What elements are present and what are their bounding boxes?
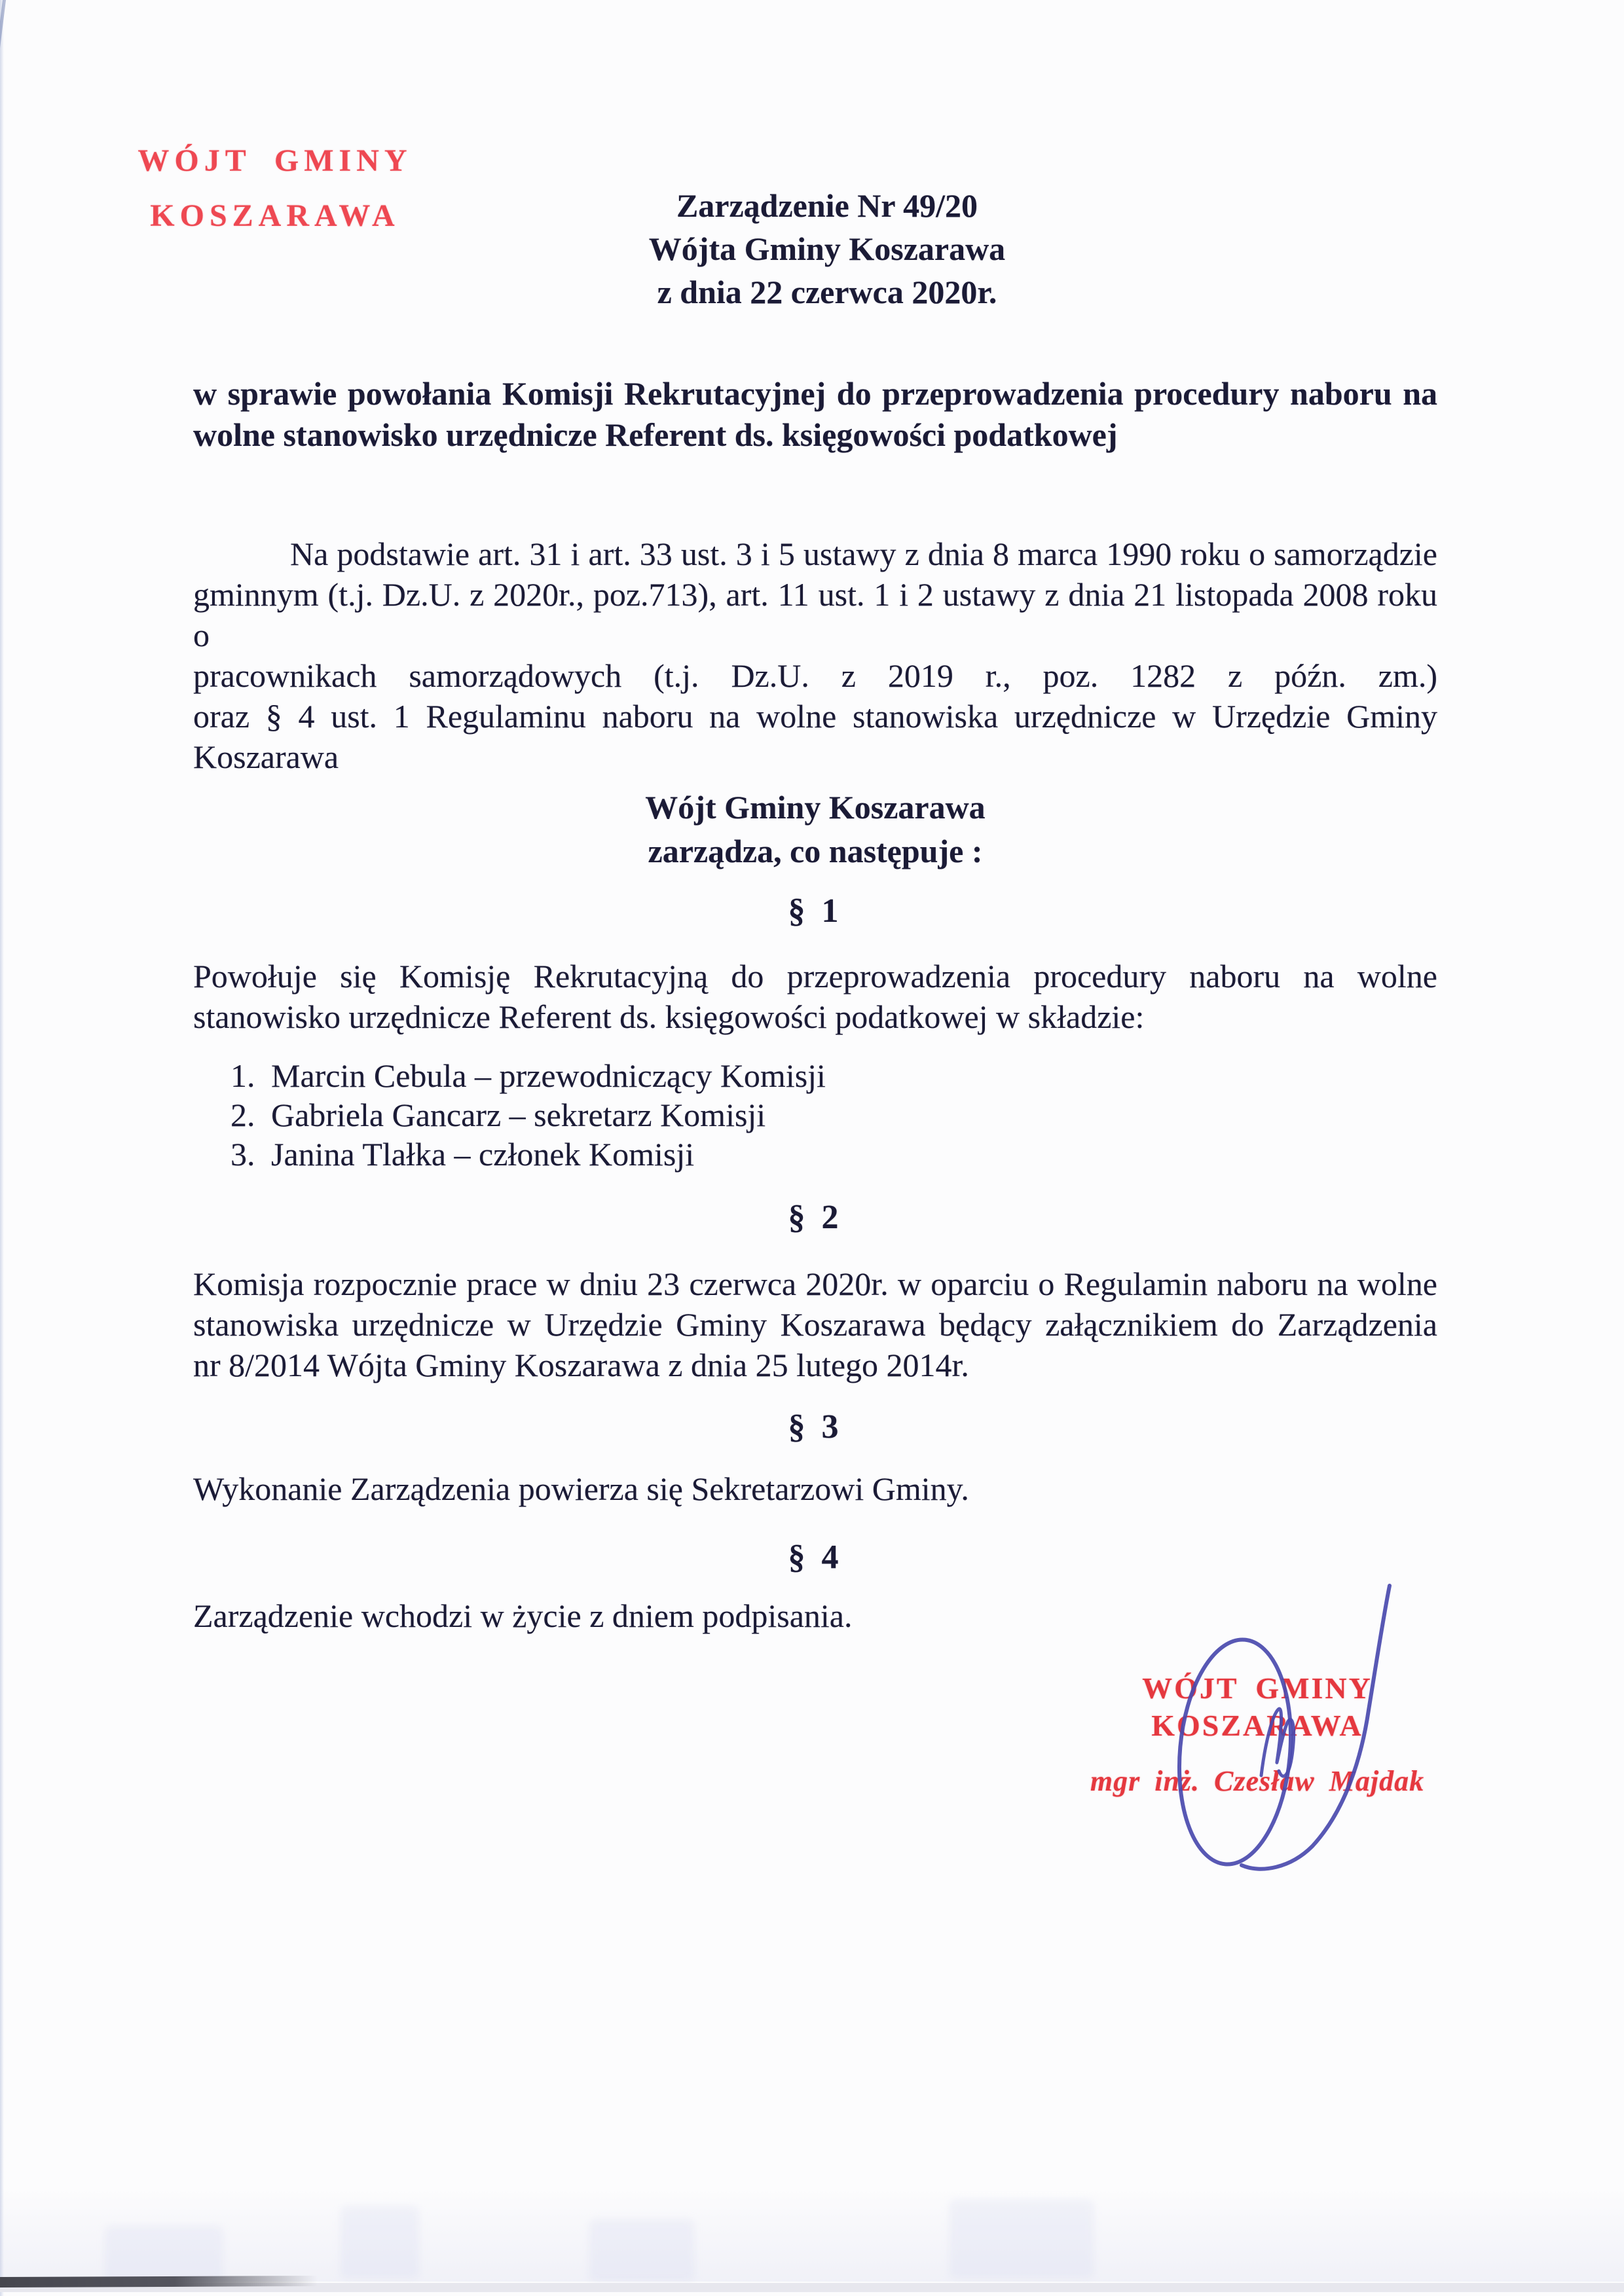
scan-left-edge-artifact <box>0 0 4 2296</box>
list-item <box>231 1095 1344 1135</box>
list-item <box>231 1056 1344 1095</box>
section-3-body <box>193 1468 1437 1509</box>
committee-member-list <box>231 1056 1344 1174</box>
text-line: gminnym (t.j. Dz.U. z 2020r., poz.713), art. 11 ust. 1 i 2 ustawy z dnia 21 listopada 2008 roku o <box>193 576 1437 653</box>
signature-long-stroke <box>1242 1586 1390 1869</box>
text-line: Zarządzenie wchodzi w życie z dniem podpisania. <box>193 1597 853 1634</box>
text-line: Wójta Gminy Koszarawa <box>648 230 1006 267</box>
signature-stamp-line1: WÓJT GMINY <box>1142 1671 1373 1705</box>
signer-name: mgr inż. Czesław Majdak <box>1090 1765 1425 1797</box>
section-1-header: § 1 <box>788 892 843 930</box>
list-item-number: 3. <box>231 1136 255 1173</box>
scan-bottom-haze-artifact <box>0 2187 1624 2282</box>
text-line: stanowiska urzędnicze w Urzędzie Gminy Koszarawa będący załącznikiem do Zarządzenia <box>193 1306 1437 1343</box>
text-line: zarządza, co następuje : <box>648 833 983 869</box>
scan-streak-artifact <box>341 2206 419 2278</box>
signature-stamp-line2: KOSZARAWA <box>1151 1709 1363 1742</box>
text-line: Wójt Gminy Koszarawa <box>645 789 986 826</box>
letterhead-stamp-line1: WÓJT GMINY <box>138 143 413 178</box>
list-item-number: 1. <box>231 1057 255 1094</box>
text-line: stanowisko urzędnicze Referent ds. księgowości podatkowej w składzie: <box>193 998 1145 1035</box>
scan-streak-artifact <box>589 2219 694 2282</box>
legal-basis-paragraph <box>193 534 1437 777</box>
list-item <box>231 1135 1344 1174</box>
text-line: wolne stanowisko urzędnicze Referent ds. księgowości podatkowej <box>193 416 1118 453</box>
section-1-body <box>193 956 1437 1037</box>
section-2-body <box>193 1264 1437 1385</box>
text-line: Komisja rozpocznie prace w dniu 23 czerwca 2020r. w oparciu o Regulamin naboru na wolne <box>193 1266 1437 1302</box>
section-4-header: § 4 <box>788 1539 843 1576</box>
section-2-header: § 2 <box>788 1199 843 1236</box>
list-item-label: Marcin Cebula – przewodniczący Komisji <box>271 1057 826 1094</box>
subject-paragraph <box>193 373 1437 456</box>
text-line: oraz § 4 ust. 1 Regulaminu naboru na wolne stanowiska urzędnicze w Urzędzie Gminy <box>193 698 1437 735</box>
text-line: nr 8/2014 Wójta Gminy Koszarawa z dnia 25 lutego 2014r. <box>193 1347 969 1383</box>
section-3-header: § 3 <box>788 1408 843 1446</box>
text-line: w sprawie powołania Komisji Rekrutacyjnej do przeprowadzenia procedury naboru na <box>193 375 1437 412</box>
text-line: Zarządzenie Nr 49/20 <box>676 187 978 224</box>
handwritten-signature-ink <box>1035 1561 1441 1902</box>
scan-streak-artifact <box>950 2200 1094 2278</box>
document-title <box>205 184 1449 314</box>
text-line: pracownikach samorządowych (t.j. Dz.U. z 2019 r., poz. 1282 z późn. zm.) <box>193 657 1437 694</box>
letterhead-stamp-line2: KOSZARAWA <box>150 198 400 233</box>
text-line: z dnia 22 czerwca 2020r. <box>657 274 997 310</box>
text-line: Koszarawa <box>193 738 339 775</box>
text-line: Powołuje się Komisję Rekrutacyjną do przeprowadzenia procedury naboru na wolne <box>193 958 1437 994</box>
text-line: Na podstawie art. 31 i art. 33 ust. 3 i 5 ustawy z dnia 8 marca 1990 roku o samorządzie <box>290 536 1437 572</box>
scan-streak-artifact <box>105 2226 223 2282</box>
list-item-number: 2. <box>231 1097 255 1133</box>
list-item-label: Gabriela Gancarz – sekretarz Komisji <box>271 1097 766 1133</box>
list-item-label: Janina Tlałka – członek Komisji <box>271 1136 695 1173</box>
text-line: Wykonanie Zarządzenia powierza się Sekretarzowi Gminy. <box>193 1470 969 1507</box>
scan-bottom-shadow-artifact <box>0 2276 318 2287</box>
preamble <box>193 786 1437 873</box>
